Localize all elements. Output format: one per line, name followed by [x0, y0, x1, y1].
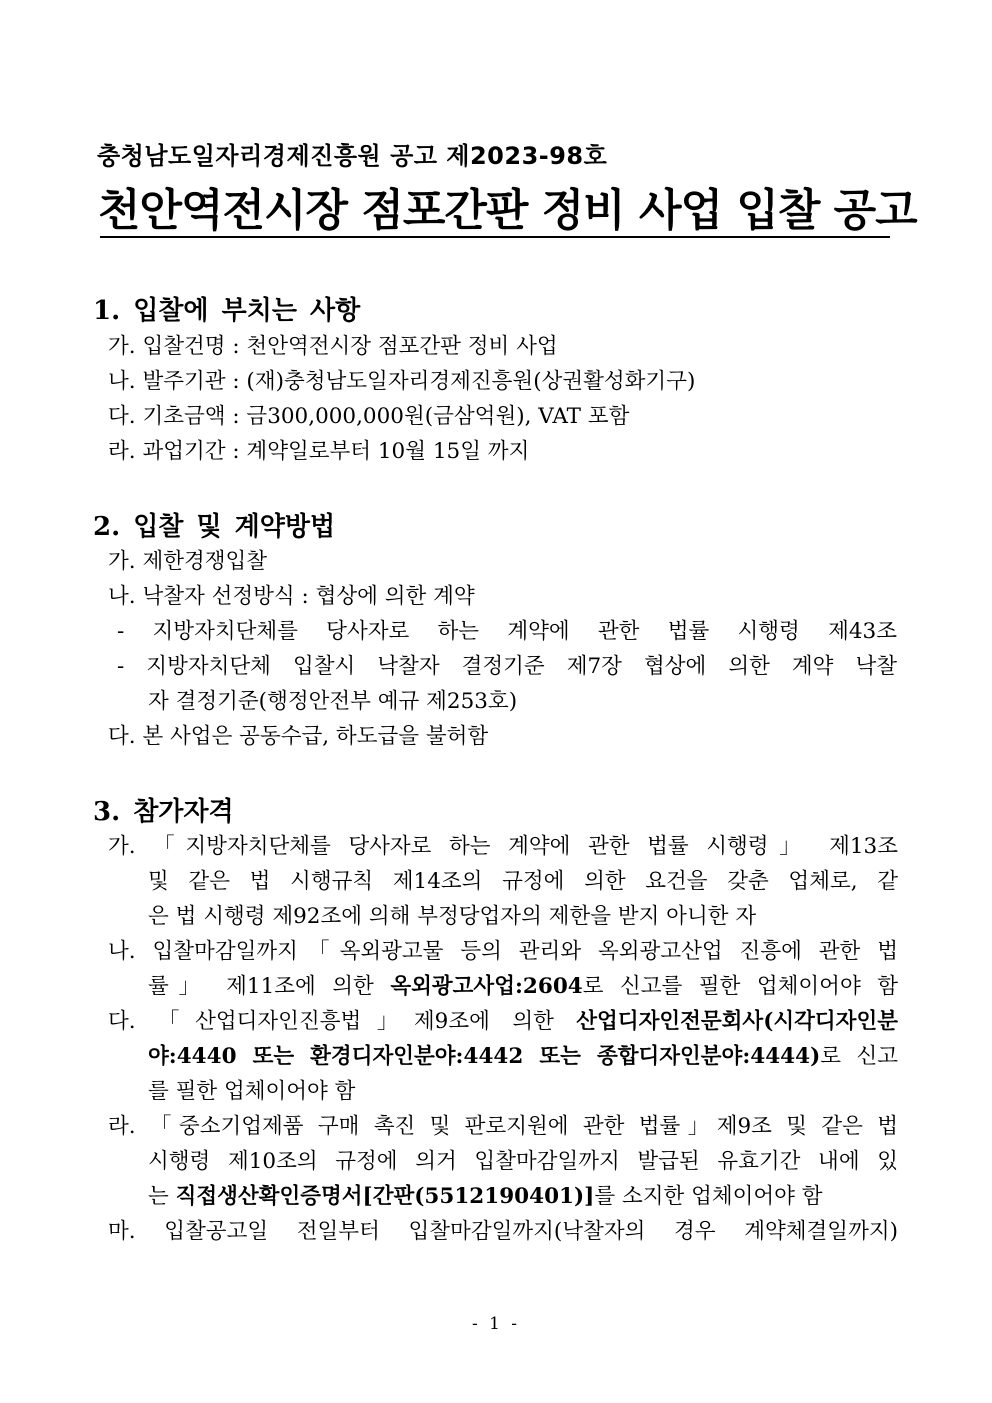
- section3-item-c-line2: 야:4440 또는 환경디자인분야:4442 또는 종합디자인분야:4444)로 신고: [148, 1044, 898, 1069]
- section2-item-selection: 나. 낙찰자 선정방식 : 협상에 의한 계약: [108, 584, 475, 609]
- section3-item-d-line2: 시행령 제10조의 규정에 의거 입찰마감일까지 발급된 유효기간 내에 있: [148, 1149, 898, 1174]
- section2-dash-criteria-cont: 자 결정기준(행정안전부 예규 제253호): [148, 689, 518, 714]
- section3-item-b-line1: 나. 입찰마감일까지「옥외광고물 등의 관리와 옥외광고산업 진흥에 관한 법: [108, 939, 898, 964]
- section1-heading: 1. 입찰에 부치는 사항: [93, 296, 361, 326]
- title-underline: [100, 236, 890, 238]
- section3-item-a-line2: 및 같은 법 시행규칙 제14조의 규정에 의한 요건을 갖춘 업체로, 같: [148, 869, 898, 894]
- design-field-codes: 야:4440 또는 환경디자인분야:4442 또는 종합디자인분야:4444): [148, 1044, 821, 1069]
- section2-dash-criteria: - 지방자치단체 입찰시 낙찰자 결정기준 제7장 협상에 의한 계약 낙찰: [117, 654, 897, 679]
- section2-item-method: 가. 제한경쟁입찰: [108, 549, 268, 574]
- section3-item-c-line1: 다. 「산업디자인진흥법」제9조에 의한 산업디자인전문회사(시각디자인분: [108, 1009, 898, 1034]
- section1-item-name: 가. 입찰건명 : 천안역전시장 점포간판 정비 사업: [108, 334, 558, 359]
- section3-item-c-line3: 를 필한 업체이어야 함: [148, 1079, 356, 1104]
- registration-outdoor-ad: 옥외광고사업:2604: [390, 974, 583, 999]
- section3-item-b-line2: 률」 제11조에 의한 옥외광고사업:2604로 신고를 필한 업체이어야 함: [148, 974, 898, 999]
- section3-heading: 3. 참가자격: [93, 797, 234, 827]
- notice-number: 충청남도일자리경제진흥원 공고 제2023-98호: [97, 142, 608, 170]
- direct-production-certificate: 직접생산확인증명서[간판(5512190401)]: [175, 1184, 595, 1209]
- page-number: - 1 -: [471, 1314, 521, 1334]
- section3-item-d-line1: 라. 「중소기업제품 구매 촉진 및 판로지원에 관한 법률」제9조 및 같은 법: [108, 1114, 898, 1139]
- section2-item-subcontract: 다. 본 사업은 공동수급, 하도급을 불허함: [108, 724, 489, 749]
- document-title: 천안역전시장 점포간판 정비 사업 입찰 공고: [98, 185, 917, 236]
- section1-item-period: 라. 과업기간 : 계약일로부터 10월 15일 까지: [108, 439, 530, 464]
- section1-item-amount: 다. 기초금액 : 금300,000,000원(금삼억원), VAT 포함: [108, 404, 630, 429]
- section2-dash-law: - 지방자치단체를 당사자로 하는 계약에 관한 법률 시행령 제43조: [117, 619, 897, 644]
- section3-item-e-line1: 마. 입찰공고일 전일부터 입찰마감일까지(낙찰자의 경우 계약체결일까지): [108, 1219, 898, 1244]
- section3-item-d-line3: 는 직접생산확인증명서[간판(5512190401)]를 소지한 업체이어야 함: [148, 1184, 823, 1209]
- design-company-type: 산업디자인전문회사(시각디자인분: [576, 1009, 898, 1034]
- section3-item-a-line3: 은 법 시행령 제92조에 의해 부정당업자의 제한을 받지 아니한 자: [148, 904, 757, 929]
- section3-item-a-line1: 가. 「지방자치단체를 당사자로 하는 계약에 관한 법률 시행령」 제13조: [108, 834, 898, 859]
- section1-item-client: 나. 발주기관 : (재)충청남도일자리경제진흥원(상권활성화기구): [108, 369, 696, 394]
- section2-heading: 2. 입찰 및 계약방법: [93, 512, 336, 542]
